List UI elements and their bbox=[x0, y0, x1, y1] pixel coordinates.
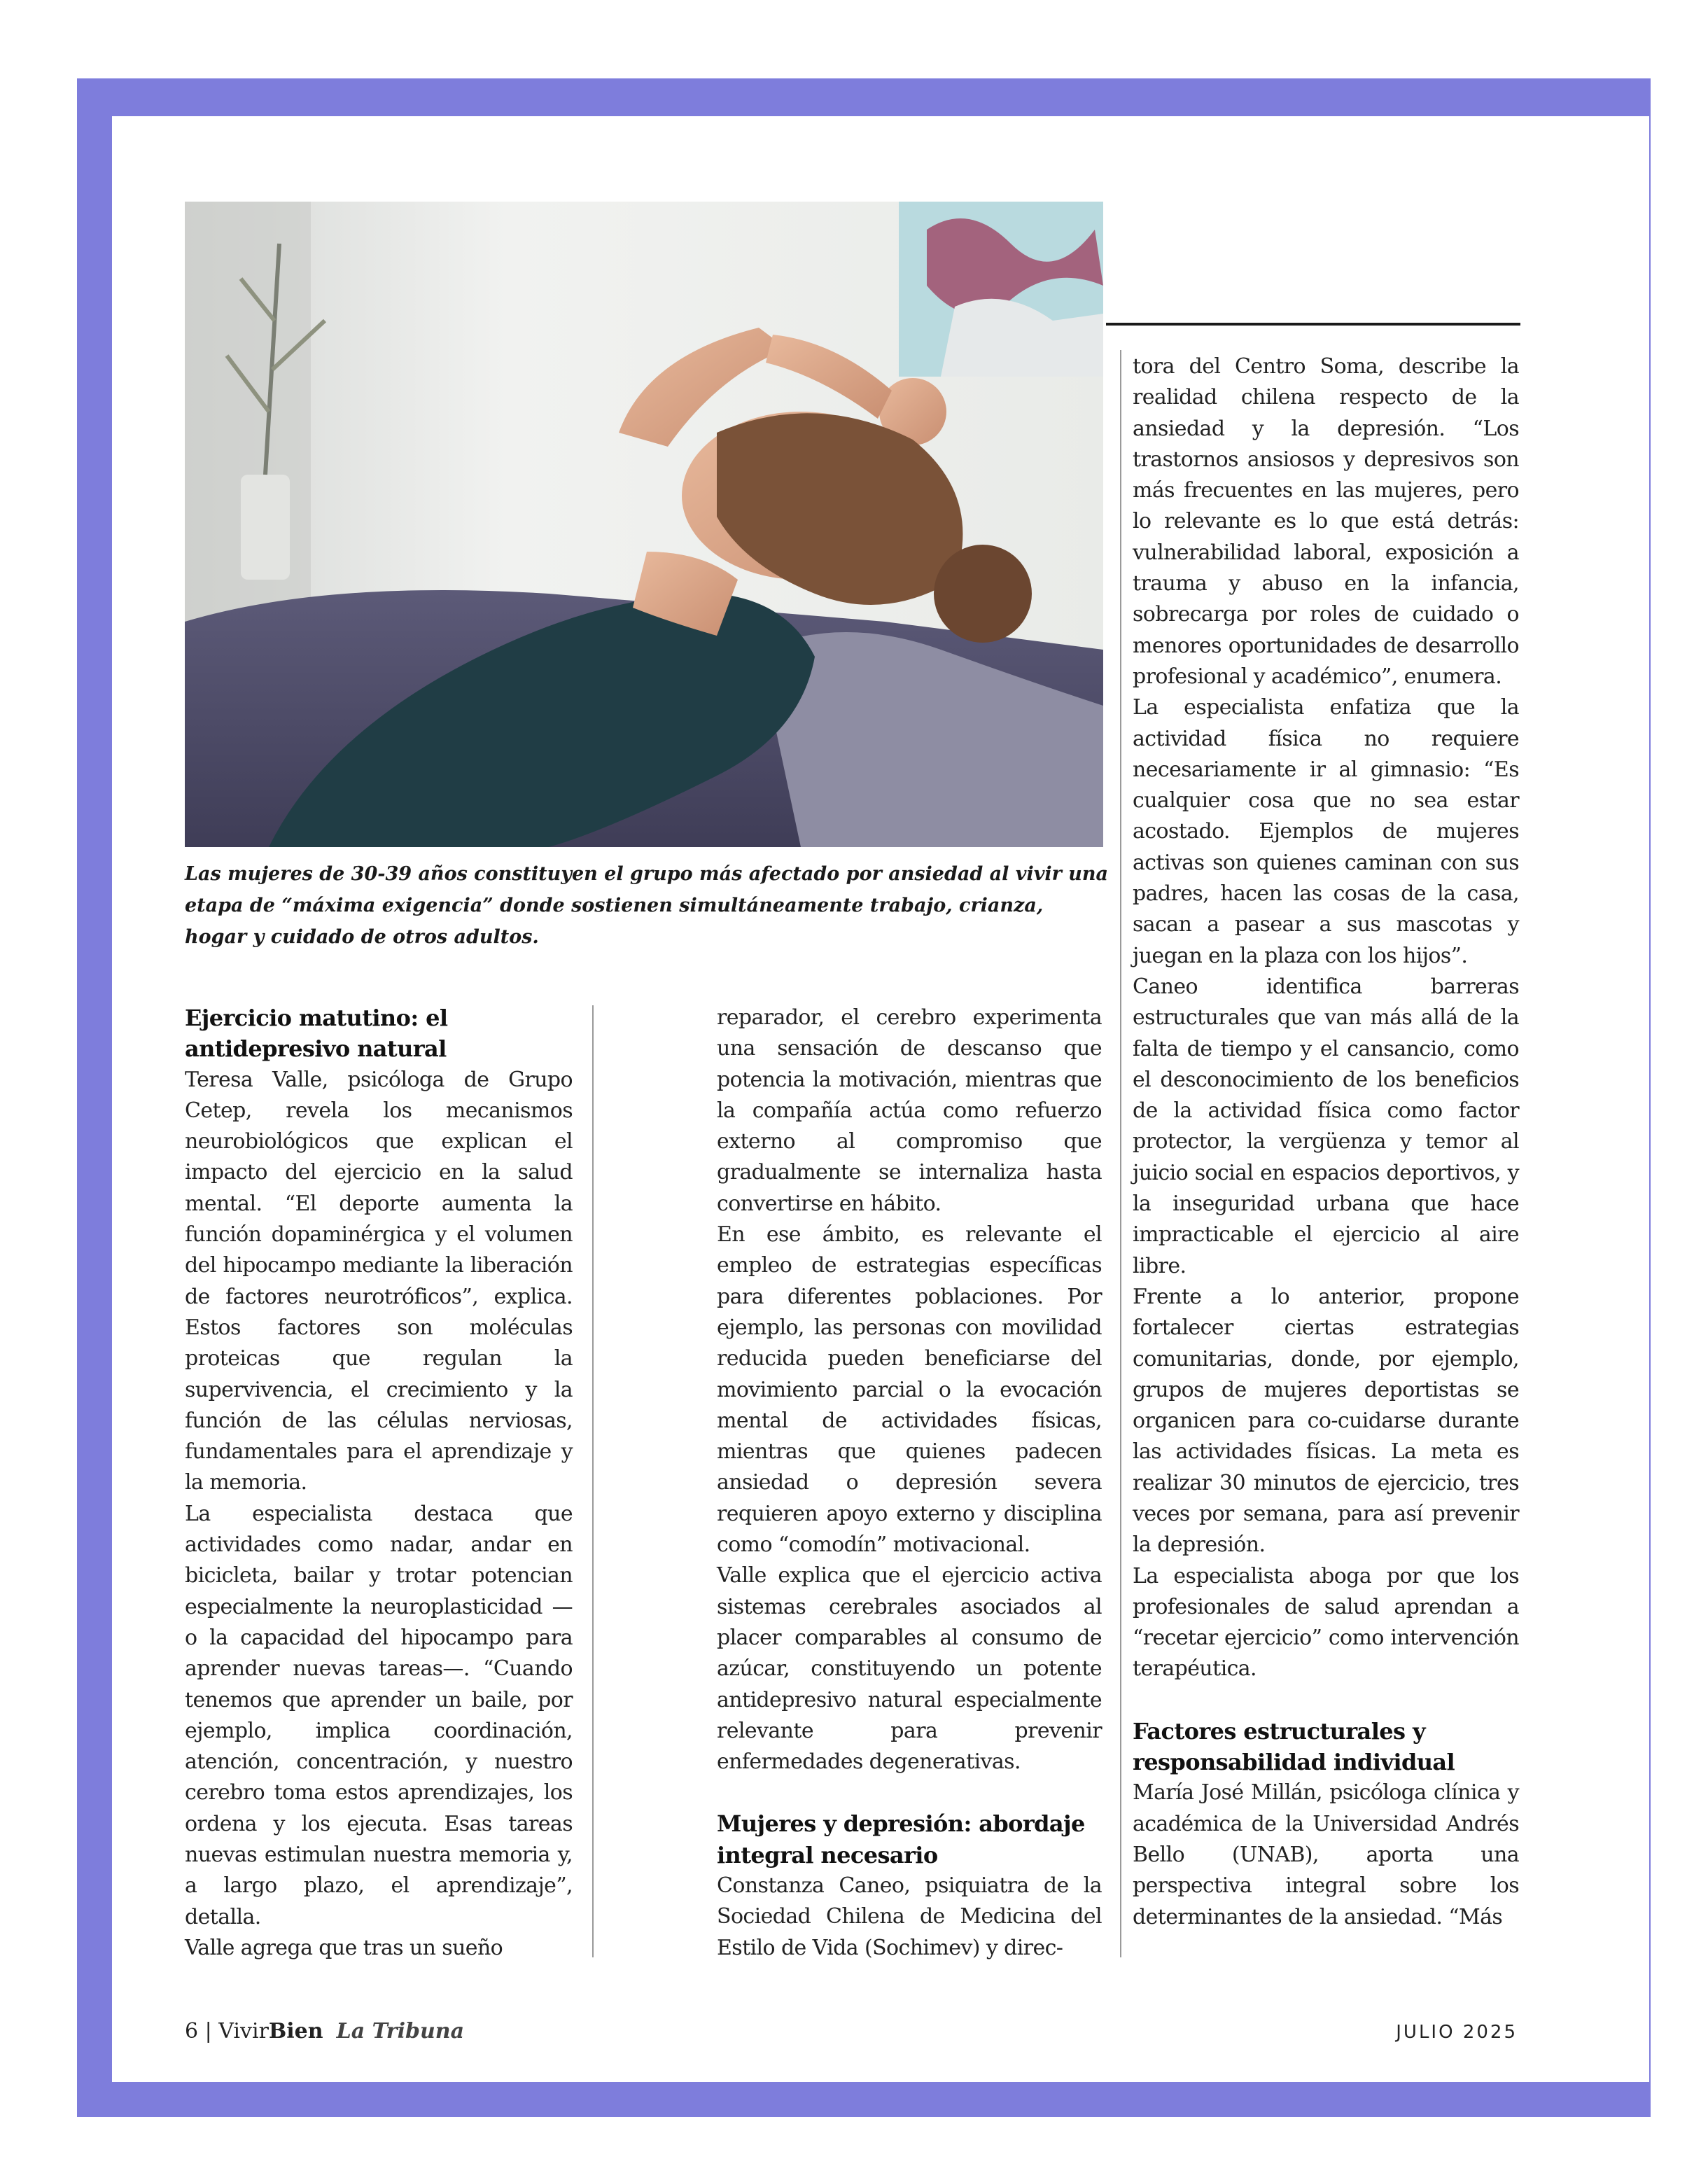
photo-caption: Las mujeres de 30-39 años constituyen el grupo más afectado por ansiedad al vivir una etapa de “máxima exigencia” donde sostienen simultáneamente trabajo, crianza, hogar y cuidado de otros adultos. bbox=[185, 863, 1109, 948]
article-column-3 bbox=[1133, 351, 1519, 1933]
page-number: 6 bbox=[185, 2019, 199, 2043]
column-divider bbox=[592, 1005, 594, 1957]
paragraph: En ese ámbito, es relevante el empleo de estrategias específicas para diferentes poblaciones. Por ejemplo, las personas con movilidad reducida pueden beneficiarse del movimiento parcial o la evocación mental de actividades físicas, mientras que quienes padecen ansiedad o depresión severa requieren apoyo externo y disciplina como “comodín” motivacional. bbox=[717, 1222, 1102, 1558]
page-footer-left bbox=[185, 2019, 464, 2043]
section-heading: Mujeres y depresión: abordaje integral necesario bbox=[717, 1810, 1085, 1868]
column-rule bbox=[1106, 323, 1520, 326]
paragraph: María José Millán, psicóloga clínica y académica de la Universidad Andrés Bello (UNAB), aporta una perspectiva integral sobre los determinantes de la ansiedad. “Más bbox=[1133, 1780, 1519, 1929]
publication-logo: La Tribuna bbox=[336, 2019, 465, 2043]
paragraph: La especialista destaca que actividades como nadar, andar en bicicleta, bailar y trotar potencian especialmente la neuroplasticidad —o la capacidad del hipocampo para aprender nuevas tareas—. “Cuando tenemos que aprender un baile, por ejemplo, implica coordinación, atención, concentración, y nuestro cerebro toma estos aprendizajes, los ordena y los ejecuta. Esas tareas nuevas estimulan nuestra memoria y, a largo plazo, el aprendizaje”, detalla. bbox=[185, 1501, 573, 1929]
article-photo bbox=[185, 202, 1103, 847]
article-column-1 bbox=[185, 1002, 573, 1964]
issue-date: JULIO 2025 bbox=[1396, 2022, 1518, 2043]
woman-resting-illustration bbox=[185, 202, 1103, 847]
article-column-2 bbox=[717, 1002, 1102, 1964]
paragraph: Valle agrega que tras un sueño bbox=[185, 1935, 503, 1960]
paragraph: Valle explica que el ejercicio activa sistemas cerebrales asociados al placer comparables al consumo de azúcar, constituyendo un potente antidepresivo natural especialmente relevante para prevenir enfermedades degenerativas. bbox=[717, 1563, 1102, 1775]
section-brand: VivirBien bbox=[218, 2019, 323, 2043]
paragraph: La especialista aboga por que los profesionales de salud aprendan a “recetar ejercicio” como intervención terapéutica. bbox=[1133, 1563, 1519, 1682]
paragraph: La especialista enfatiza que la actividad física no requiere necesariamente ir al gimnasio: “Es cualquier cosa que no sea estar acostado. Ejemplos de mujeres activas son quienes caminan con sus padres, hacen las cosas de la casa, sacan a pasear a sus mascotas y juegan en la plaza con los hijos”. bbox=[1133, 695, 1519, 968]
paragraph: Caneo identifica barreras estructurales que van más allá de la falta de tiempo y el cansancio, como el desconocimiento de los beneficios de la actividad física como factor protector, la vergüenza y temor al juicio social en espacios deportivos, y la inseguridad urbana que hace impracticable el ejercicio al aire libre. bbox=[1133, 974, 1519, 1278]
paragraph: Teresa Valle, psicóloga de Grupo Cetep, revela los mecanismos neurobiológicos que explican el impacto del ejercicio en la salud mental. “El deporte aumenta la función dopaminérgica y el volumen del hipocampo mediante la liberación de factores neurotróficos”, explica. Estos factores son moléculas proteicas que regulan la supervivencia, el crecimiento y la función de las células nerviosas, fundamentales para el aprendizaje y la memoria. bbox=[185, 1067, 573, 1495]
paragraph: Constanza Caneo, psiquiatra de la Sociedad Chilena de Medicina del Estilo de Vida (Sochimev) y direc- bbox=[717, 1873, 1102, 1960]
paragraph: tora del Centro Soma, describe la realidad chilena respecto de la ansiedad y la depresión. “Los trastornos ansiosos y depresivos son más frecuentes en las mujeres, pero lo relevante es lo que está detrás: vulnerabilidad laboral, exposición a trauma y abuso en la infancia, sobrecarga por roles de cuidado o menores oportunidades de desarrollo profesional y académico”, enumera. bbox=[1133, 354, 1519, 689]
column-divider bbox=[1120, 350, 1121, 1957]
section-heading: Factores estructurales y responsabilidad individual bbox=[1133, 1717, 1455, 1776]
paragraph: reparador, el cerebro experimenta una sensación de descanso que potencia la motivación, mientras que la compañía actúa como refuerzo externo al compromiso que gradualmente se internaliza hasta convertirse en hábito. bbox=[717, 1005, 1102, 1216]
paragraph: Frente a lo anterior, propone fortalecer ciertas estrategias comunitarias, donde, por ejemplo, grupos de mujeres deportistas se organicen para co-cuidarse durante las actividades físicas. La meta es realizar 30 minutos de ejercicio, tres veces por semana, para así prevenir la depresión. bbox=[1133, 1284, 1519, 1558]
footer-separator: | bbox=[204, 2019, 212, 2043]
section-heading: Ejercicio matutino: el antidepresivo natural bbox=[185, 1005, 448, 1063]
